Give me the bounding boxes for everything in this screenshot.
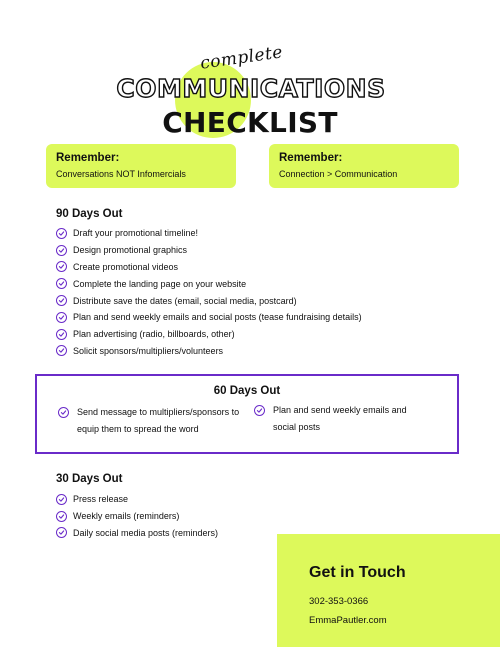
item-text: Weekly emails (reminders) — [73, 511, 180, 522]
reminder-title: Remember: — [56, 152, 120, 164]
check-circle-icon — [56, 228, 67, 239]
checklist-item — [56, 525, 218, 542]
checklist-item — [58, 404, 239, 438]
check-circle-icon — [56, 295, 67, 306]
item-text: Draft your promotional timeline! — [73, 228, 199, 239]
section-title-30: 30 Days Out — [56, 473, 123, 485]
reminder-text: Connection > Communication — [279, 169, 398, 179]
script-word: complete — [199, 42, 285, 74]
reminder-title: Remember: — [279, 152, 343, 164]
check-circle-icon — [56, 278, 67, 289]
check-circle-icon — [56, 312, 67, 323]
section-60-box — [35, 374, 459, 454]
check-circle-icon — [56, 511, 67, 522]
item-text: Plan and send weekly emails and social posts (tease fundraising details) — [73, 312, 362, 323]
item-text: Design promotional graphics — [73, 245, 188, 256]
item-text-line2: equip them to spread the word — [77, 424, 199, 434]
check-circle-icon — [56, 527, 67, 538]
header — [0, 42, 500, 139]
section-title-90: 90 Days Out — [56, 208, 123, 220]
item-text: Daily social media posts (reminders) — [73, 527, 219, 538]
item-text: Press release — [73, 494, 129, 505]
contact-title: Get in Touch — [309, 564, 406, 581]
check-circle-icon — [56, 245, 67, 256]
title-communications: COMMUNICATIONS — [116, 74, 386, 103]
item-text: Solicit sponsors/multipliers/volunteers — [73, 345, 224, 356]
checklist-item — [56, 275, 362, 292]
checklist-item — [56, 343, 362, 360]
checklist-item — [56, 491, 218, 508]
checklist-30 — [56, 491, 218, 541]
item-text-line2: social posts — [273, 422, 321, 432]
checklist-item — [254, 402, 407, 436]
checklist-item — [56, 242, 362, 259]
contact-phone[interactable]: 302-353-0366 — [309, 596, 369, 607]
reminder-text: Conversations NOT Infomercials — [56, 169, 186, 179]
contact-card — [277, 534, 500, 647]
checklist-90 — [56, 225, 362, 359]
section-title-60: 60 Days Out — [213, 385, 281, 397]
checklist-item — [56, 326, 362, 343]
check-circle-icon — [254, 405, 265, 416]
item-text: Complete the landing page on your website — [73, 278, 247, 289]
check-circle-icon — [56, 261, 67, 272]
reminder-card-1 — [46, 144, 236, 188]
item-text-line1: Send message to multipliers/sponsors to — [77, 407, 240, 417]
checklist-item — [56, 508, 218, 525]
reminder-card-2 — [269, 144, 459, 188]
check-circle-icon — [56, 494, 67, 505]
checklist-item — [56, 259, 362, 276]
checklist-item — [56, 292, 362, 309]
check-circle-icon — [56, 329, 67, 340]
contact-website[interactable]: EmmaPautler.com — [309, 615, 387, 626]
item-text: Plan advertising (radio, billboards, other) — [73, 329, 235, 340]
check-circle-icon — [56, 345, 67, 356]
item-text: Distribute save the dates (email, social media, postcard) — [73, 295, 297, 306]
check-circle-icon — [58, 407, 69, 418]
item-text-line1: Plan and send weekly emails and — [273, 405, 407, 415]
checklist-item — [56, 225, 362, 242]
title-checklist: CHECKLIST — [162, 106, 338, 139]
checklist-item — [56, 309, 362, 326]
item-text: Create promotional videos — [73, 261, 179, 272]
